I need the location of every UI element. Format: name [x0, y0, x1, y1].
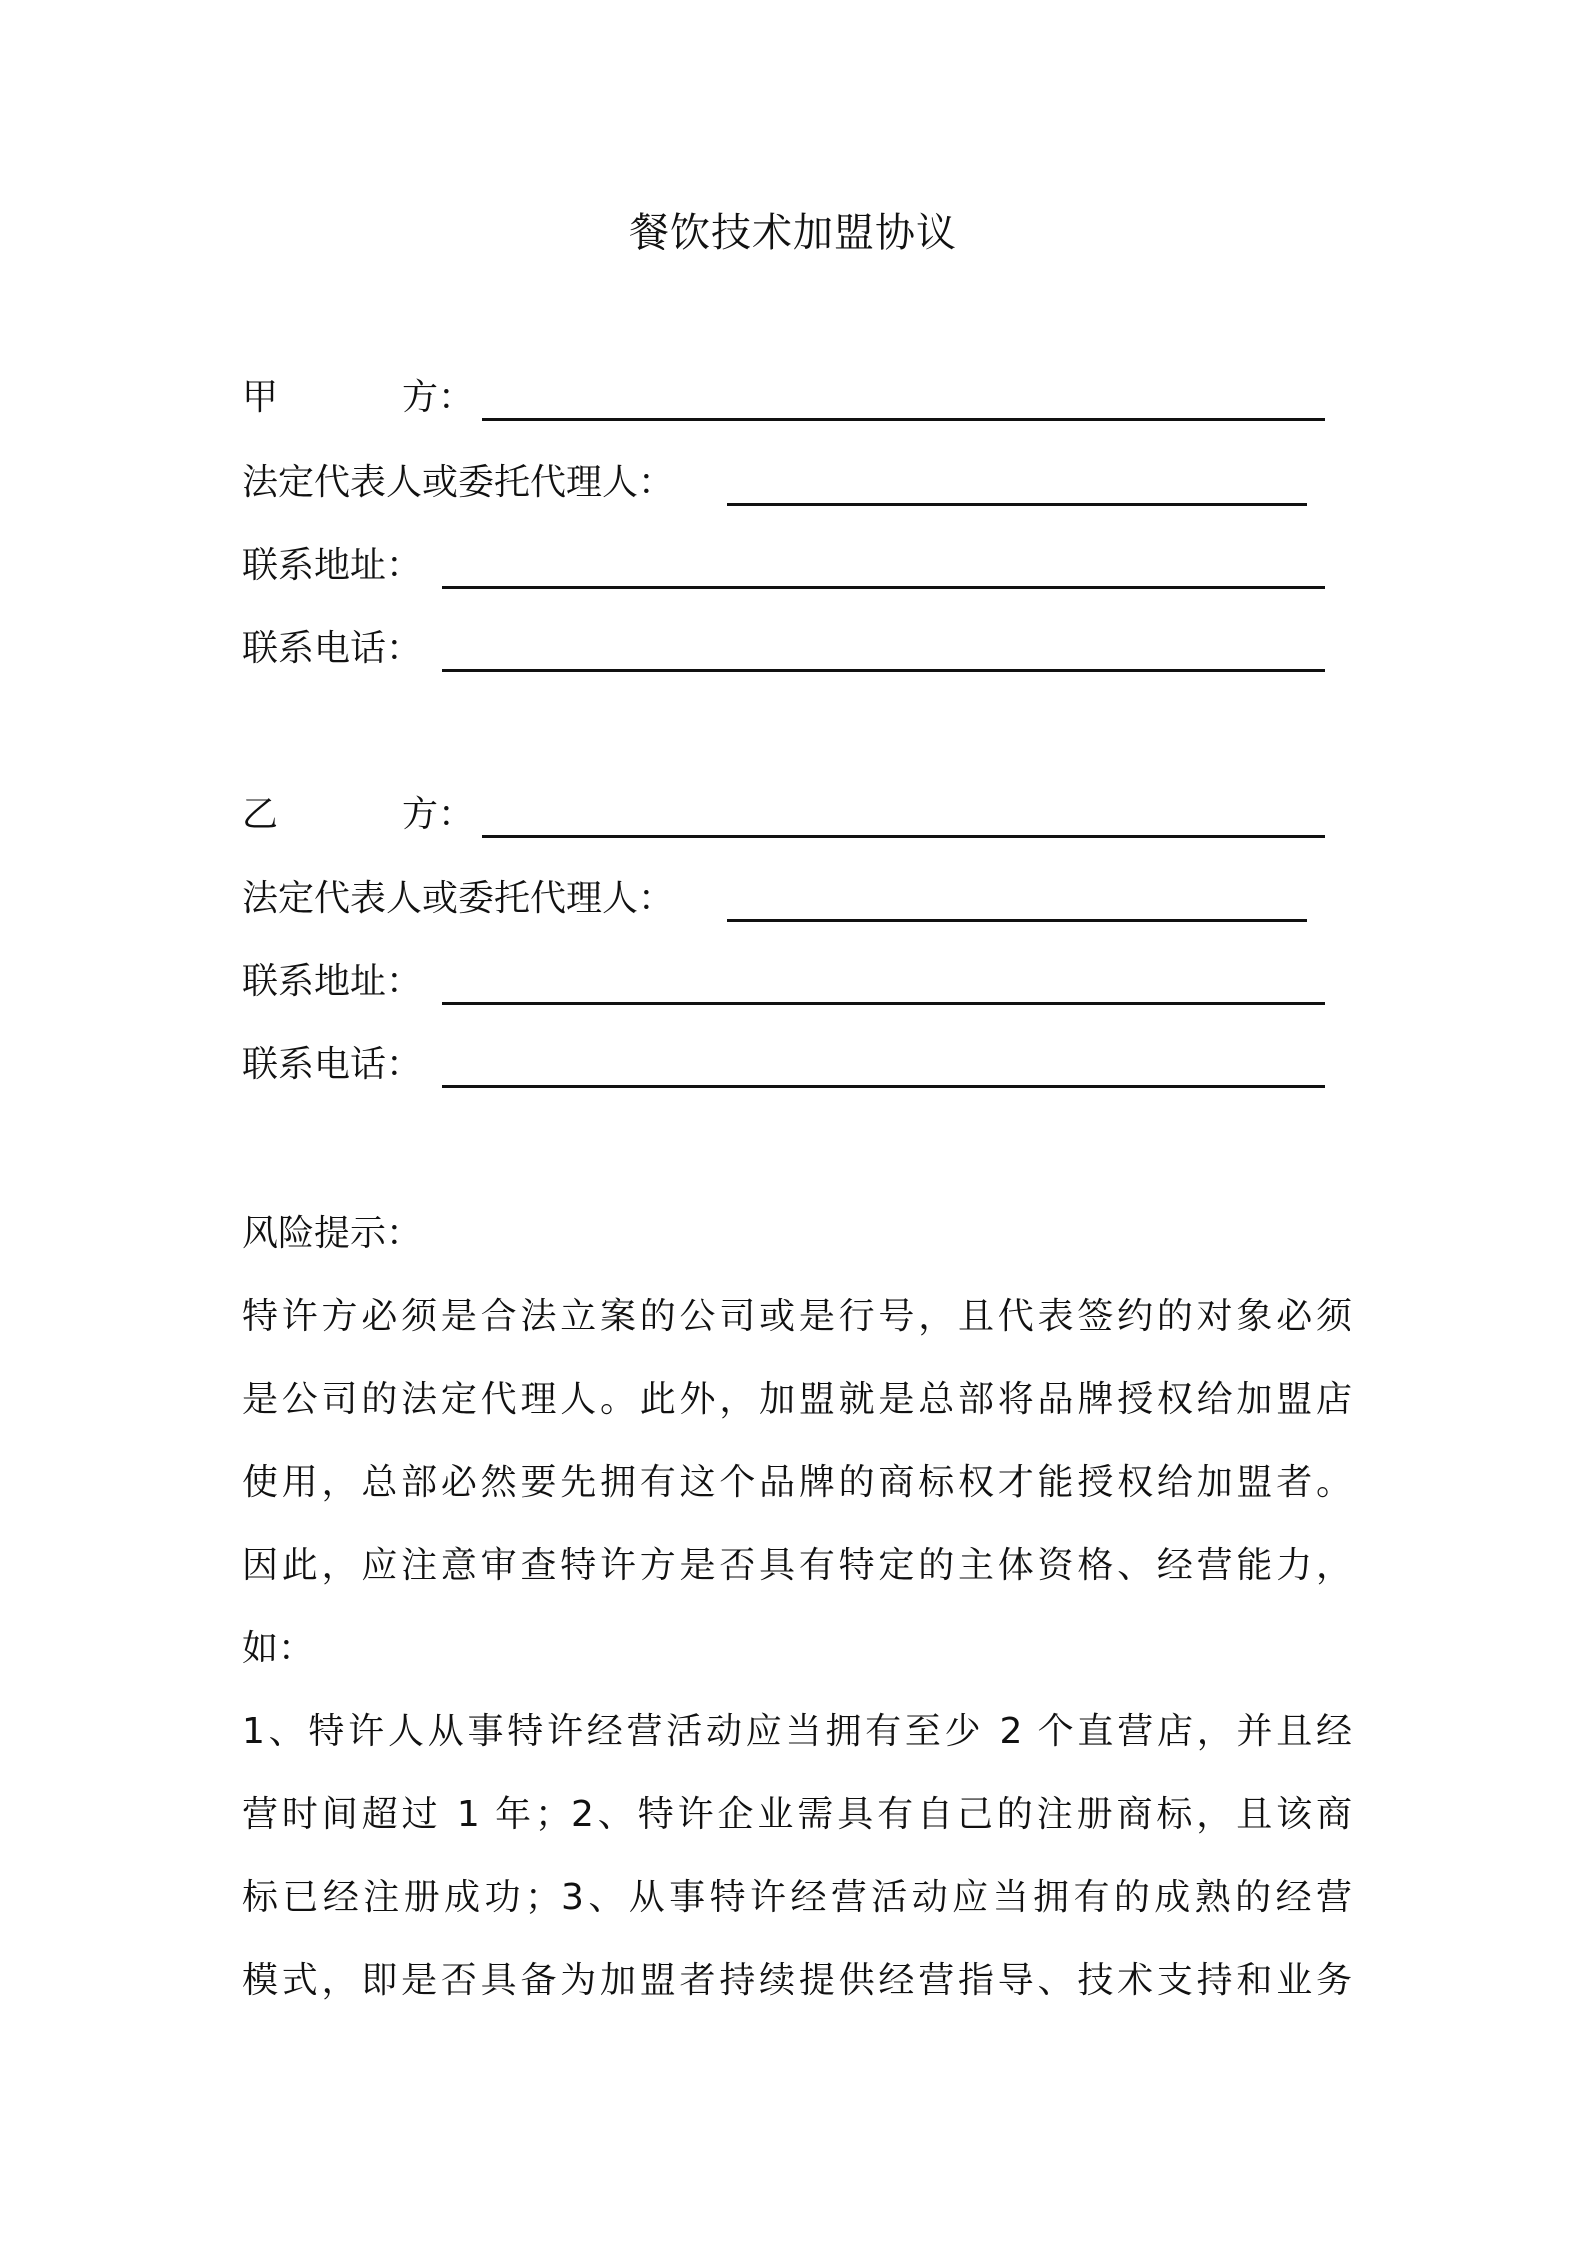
- paragraph-line: 如：: [242, 1628, 315, 1669]
- party-a-label-second: 方：: [402, 377, 475, 418]
- party-b-rep-blank[interactable]: [727, 919, 1307, 922]
- party-b-address-label: 联系地址：: [242, 961, 423, 1002]
- party-b-phone-label: 联系电话：: [242, 1044, 423, 1085]
- party-a-address-field: [242, 538, 1352, 594]
- paragraph-line: 因此，应注意审查特许方是否具有特定的主体资格、经营能力，: [242, 1545, 1352, 1586]
- party-a-name-blank[interactable]: [482, 418, 1325, 421]
- party-b-label-first: 乙: [242, 794, 279, 835]
- document-title: 餐饮技术加盟协议: [629, 210, 957, 256]
- party-b-label-second: 方：: [402, 794, 475, 835]
- requirements-paragraph: [242, 1690, 1352, 2022]
- requirements-line: 营时间超过 1 年；2、特许企业需具有自己的注册商标，且该商: [242, 1794, 1352, 1835]
- party-b-address-blank[interactable]: [442, 1002, 1325, 1005]
- requirements-line: 模式，即是否具备为加盟者持续提供经营指导、技术支持和业务: [242, 1960, 1352, 2001]
- party-b-name-field: [242, 787, 1352, 843]
- party-a-phone-label: 联系电话：: [242, 628, 423, 669]
- party-a-phone-blank[interactable]: [442, 669, 1325, 672]
- party-a-phone-field: [242, 621, 1352, 677]
- requirements-line: 1、特许人从事特许经营活动应当拥有至少 2 个直营店，并且经: [242, 1711, 1352, 1752]
- party-a-rep-field: [242, 455, 1352, 511]
- party-a-address-label: 联系地址：: [242, 545, 423, 586]
- party-a-rep-blank[interactable]: [727, 503, 1307, 506]
- party-b-name-blank[interactable]: [482, 835, 1325, 838]
- requirements-line: 标已经注册成功；3、从事特许经营活动应当拥有的成熟的经营: [242, 1877, 1352, 1918]
- party-b-address-field: [242, 954, 1352, 1010]
- risk-notice-paragraph: [242, 1275, 1352, 1690]
- party-a-rep-label: 法定代表人或委托代理人：: [242, 462, 675, 503]
- party-a-name-field: [242, 370, 1352, 426]
- party-a-label-first: 甲: [242, 377, 279, 418]
- paragraph-line: 使用，总部必然要先拥有这个品牌的商标权才能授权给加盟者。: [242, 1462, 1352, 1503]
- risk-notice-heading: 风险提示：: [242, 1213, 423, 1254]
- party-b-rep-field: [242, 871, 1352, 927]
- party-b-phone-blank[interactable]: [442, 1085, 1325, 1088]
- paragraph-line: 是公司的法定代理人。此外，加盟就是总部将品牌授权给加盟店: [242, 1379, 1352, 1420]
- paragraph-line: 特许方必须是合法立案的公司或是行号，且代表签约的对象必须: [242, 1296, 1352, 1337]
- party-b-phone-field: [242, 1037, 1352, 1093]
- party-a-address-blank[interactable]: [442, 586, 1325, 589]
- party-b-rep-label: 法定代表人或委托代理人：: [242, 878, 675, 919]
